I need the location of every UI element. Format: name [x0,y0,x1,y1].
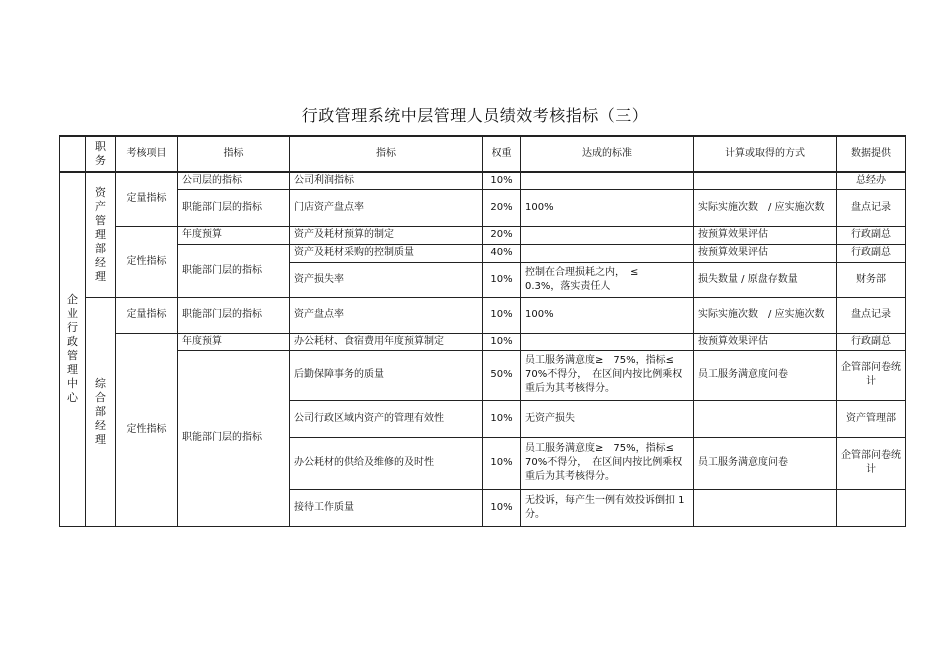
role-asset-manager: 资 产 管 理 部 经 理 [86,172,116,297]
category-qual: 定性指标 [116,333,178,526]
category-qual: 定性指标 [116,226,178,297]
indicator-cell: 后勤保障事务的质量 [290,350,483,400]
weight-cell: 20% [483,226,521,244]
level-company: 公司层的指标 [178,172,290,189]
kpi-table [59,135,906,527]
provider-cell: 行政副总 [837,226,906,244]
method-cell [694,172,837,189]
standard-cell: 无资产损失 [521,400,694,437]
header-position: 职 务 [86,136,116,172]
weight-cell: 20% [483,189,521,226]
standard-cell: 无投诉，每产生一例有效投诉倒扣 1 分。 [521,489,694,526]
weight-cell: 10% [483,400,521,437]
level-dept: 职能部门层的指标 [178,350,290,526]
weight-cell: 10% [483,489,521,526]
standard-cell: 100% [521,297,694,333]
indicator-cell: 资产盘点率 [290,297,483,333]
indicator-cell: 资产损失率 [290,262,483,297]
table-row [60,333,906,350]
header-standard: 达成的标准 [521,136,694,172]
indicator-cell: 门店资产盘点率 [290,189,483,226]
provider-cell: 盘点记录 [837,297,906,333]
level-dept: 职能部门层的指标 [178,244,290,297]
category-quant: 定量指标 [116,297,178,333]
header-blank-cell [60,136,86,172]
header-indicator-2: 指标 [290,136,483,172]
indicator-cell: 资产及耗材预算的制定 [290,226,483,244]
provider-cell: 企管部问卷统计 [837,437,906,489]
weight-cell: 40% [483,244,521,262]
provider-cell: 财务部 [837,262,906,297]
provider-cell: 行政副总 [837,244,906,262]
weight-cell: 10% [483,172,521,189]
table-row [60,189,906,226]
weight-cell: 50% [483,350,521,400]
page-title: 行政管理系统中层管理人员绩效考核指标（三） [301,106,649,125]
header-provider: 数据提供 [837,136,906,172]
header-method: 计算或取得的方式 [694,136,837,172]
weight-cell: 10% [483,262,521,297]
provider-cell: 资产管理部 [837,400,906,437]
indicator-cell: 公司行政区域内资产的管理有效性 [290,400,483,437]
standard-cell: 100% [521,189,694,226]
level-annual-budget: 年度预算 [178,226,290,244]
table-row [60,226,906,244]
level-annual-budget: 年度预算 [178,333,290,350]
method-cell: 实际实施次数 / 应实施次数 [694,189,837,226]
indicator-cell: 办公耗材的供给及维修的及时性 [290,437,483,489]
method-cell [694,489,837,526]
weight-cell: 10% [483,437,521,489]
standard-cell [521,172,694,189]
indicator-cell: 公司利润指标 [290,172,483,189]
weight-cell: 10% [483,333,521,350]
level-dept: 职能部门层的指标 [178,189,290,226]
provider-cell: 盘点记录 [837,189,906,226]
standard-cell [521,226,694,244]
header-weight: 权重 [483,136,521,172]
method-cell: 员工服务满意度问卷 [694,350,837,400]
method-cell: 员工服务满意度问卷 [694,437,837,489]
table-header-row [60,136,906,172]
indicator-cell: 接待工作质量 [290,489,483,526]
standard-cell: 控制在合理损耗之内， ≤ 0.3%，落实责任人 [521,262,694,297]
indicator-cell: 办公耗材、食宿费用年度预算制定 [290,333,483,350]
standard-cell [521,244,694,262]
method-cell [694,400,837,437]
dept-cell: 企 业 行 政 管 理 中 心 [60,172,86,526]
header-indicator-1: 指标 [178,136,290,172]
role-general-manager: 综 合 部 经 理 [86,297,116,526]
provider-cell: 总经办 [837,172,906,189]
provider-cell: 企管部问卷统计 [837,350,906,400]
method-cell: 按预算效果评估 [694,226,837,244]
provider-cell: 行政副总 [837,333,906,350]
standard-cell: 员工服务满意度≥ 75%，指标≤ 70%不得分， 在区间内按比例乘权重后为其考核得分。 [521,350,694,400]
table-row [60,244,906,262]
method-cell: 损失数量 / 原盘存数量 [694,262,837,297]
level-dept: 职能部门层的指标 [178,297,290,333]
standard-cell [521,333,694,350]
table-row [60,350,906,400]
provider-cell [837,489,906,526]
table-row [60,172,906,189]
standard-cell: 员工服务满意度≥ 75%，指标≤ 70%不得分， 在区间内按比例乘权重后为其考核得分。 [521,437,694,489]
method-cell: 实际实施次数 / 应实施次数 [694,297,837,333]
header-item: 考核项目 [116,136,178,172]
category-quant: 定量指标 [116,172,178,226]
weight-cell: 10% [483,297,521,333]
table-row [60,297,906,333]
method-cell: 按预算效果评估 [694,333,837,350]
method-cell: 按预算效果评估 [694,244,837,262]
indicator-cell: 资产及耗材采购的控制质量 [290,244,483,262]
